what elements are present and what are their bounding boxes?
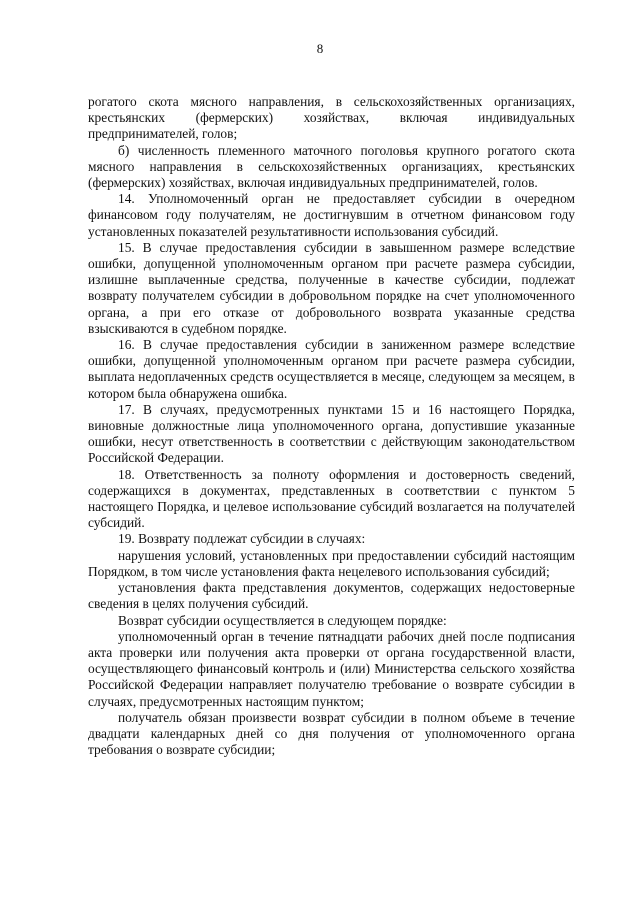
paragraph-12: уполномоченный орган в течение пятнадцати рабочих дней после подписания акта проверки или получения акта проверки от органа государственной власти, осуществляющего финансовый контроль и (или) Министерства сельского хозяйства Российской Федерации направляет получателю требование о возврате субсидии в случаях, предусмотренных настоящим пунктом;: [88, 628, 575, 709]
paragraph-8: 19. Возврату подлежат субсидии в случаях:: [118, 531, 366, 547]
paragraph-6: 17. В случаях, предусмотренных пунктами 15 и 16 настоящего Порядка, виновные должностные лица уполномоченного органа, допустившие указанные ошибки, несут ответственность в соответствии с действующим законодательством Российской Федерации.: [88, 401, 575, 466]
paragraph-11: Возврат субсидии осуществляется в следующем порядке:: [118, 612, 447, 628]
paragraph-10: установления факта представления документов, содержащих недостоверные сведения в целях получения субсидий.: [88, 580, 575, 612]
paragraph-4: 15. В случае предоставления субсидии в завышенном размере вследствие ошибки, допущенной уполномоченным органом при расчете размера субсидии, излишне выплаченные средства, полученные в качестве субсидии, подлежат возврату получателем субсидии в добровольном порядке на счет уполномоченного органа, а при его отказе от добровольного возврата указанные средства взыскиваются в судебном порядке.: [88, 239, 575, 336]
page-number: 8: [316, 41, 324, 56]
paragraph-1: рогатого скота мясного направления, в сельскохозяйственных организациях, крестьянских (фермерских) хозяйствах, включая индивидуальных предпринимателей, голов;: [88, 94, 575, 142]
document-body: [88, 94, 575, 758]
paragraph-3: 14. Уполномоченный орган не предоставляет субсидии в очередном финансовом году получателям, не достигнувшим в отчетном финансовом году установленных показателей результативности использования субсидий.: [88, 191, 575, 239]
paragraph-5: 16. В случае предоставления субсидии в заниженном размере вследствие ошибки, допущенной уполномоченным органом при расчете размера субсидии, выплата недоплаченных средств осуществляется в месяце, следующем за месяцем, в котором была обнаружена ошибка.: [88, 337, 575, 401]
paragraph-7: 18. Ответственность за полноту оформления и достоверность сведений, содержащихся в документах, представленных в соответствии с пунктом 5 настоящего Порядка, и целевое использование субсидий возлагается на получателей субсидий.: [88, 466, 575, 531]
paragraph-13: получатель обязан произвести возврат субсидии в полном объеме в течение двадцати календарных дней со дня получения от уполномоченного органа требования о возврате субсидии;: [88, 709, 575, 758]
paragraph-2: б) численность племенного маточного поголовья крупного рогатого скота мясного направления в сельскохозяйственных организациях, крестьянских (фермерских) хозяйствах, включая индивидуальных предпринимателей, голов.: [88, 142, 575, 191]
paragraph-9: нарушения условий, установленных при предоставлении субсидий настоящим Порядком, в том числе установления факта нецелевого использования субсидий;: [88, 547, 575, 579]
